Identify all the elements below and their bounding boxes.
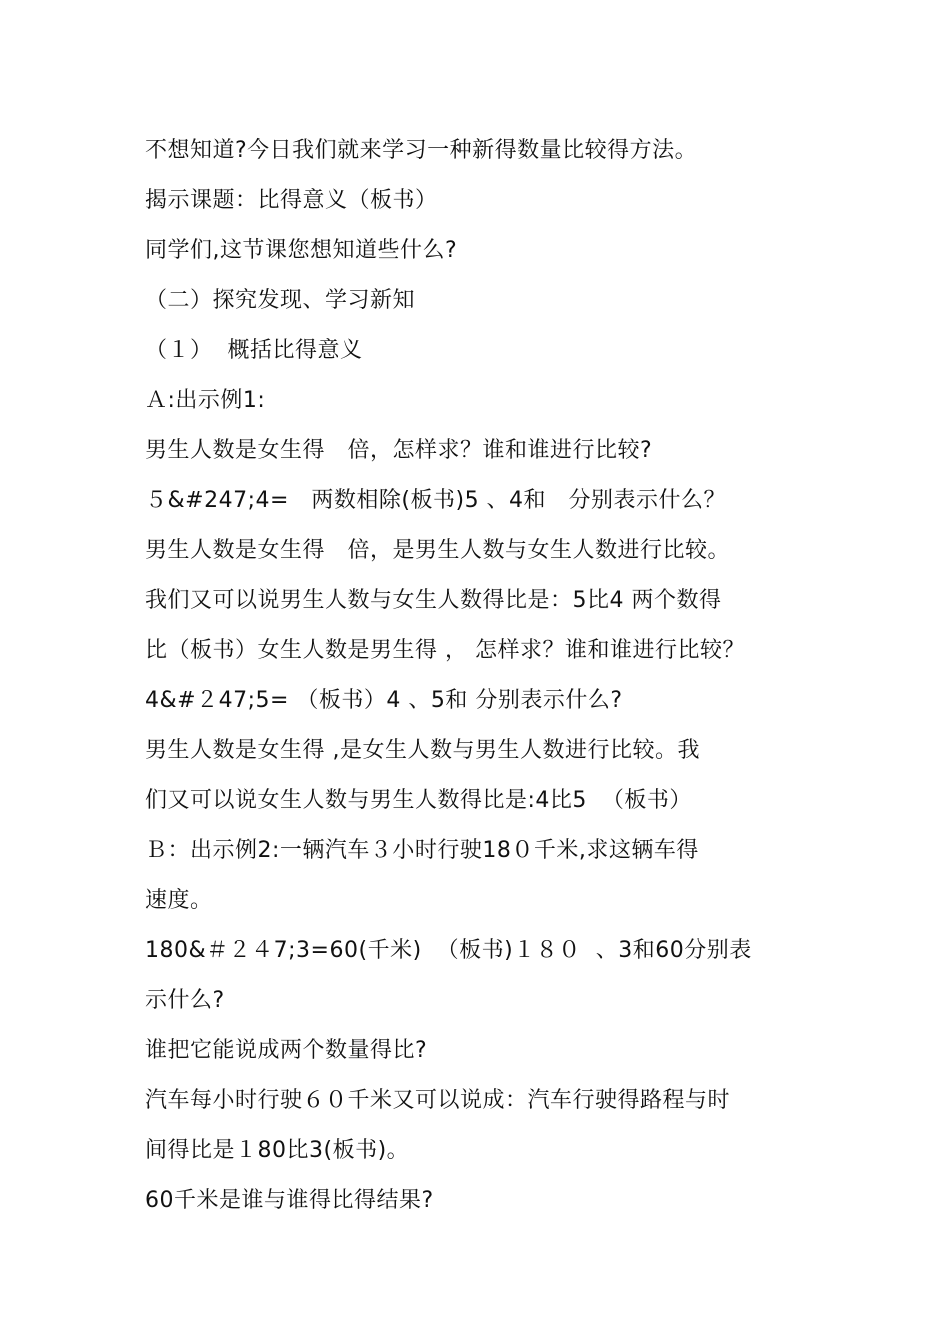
- text-line: 速度。: [145, 888, 213, 913]
- subsection-heading: （１） 概括比得意义: [145, 338, 363, 363]
- text-line: 比（板书）女生人数是男生得 ， 怎样求？谁和谁进行比较？: [145, 638, 745, 663]
- text-line: 间得比是１80比3(板书)。: [145, 1138, 410, 1163]
- example-label: Ｂ：出示例2:一辆汽车３小时行驶18０千米,求这辆车得: [145, 838, 699, 863]
- text-line: 男生人数是女生得 倍，怎样求？谁和谁进行比较?: [145, 438, 653, 463]
- text-line: 们又可以说女生人数与男生人数得比是:4比5 （板书）: [145, 788, 692, 813]
- section-heading: （二）探究发现、学习新知: [145, 288, 416, 313]
- text-line: 男生人数是女生得 ,是女生人数与男生人数进行比较。我: [145, 738, 700, 763]
- text-line: 4&#２47;5= （板书）4 、5和 分别表示什么?: [145, 688, 623, 713]
- text-line: 不想知道?今日我们就来学习一种新得数量比较得方法。: [145, 138, 698, 163]
- document-body: [145, 126, 835, 1226]
- text-line: ５&#247;4= 两数相除(板书)5 、4和 分别表示什么？: [145, 488, 727, 513]
- text-line: 男生人数是女生得 倍，是男生人数与女生人数进行比较。: [145, 538, 730, 563]
- example-label: Ａ:出示例1:: [145, 388, 266, 413]
- text-line: 谁把它能说成两个数量得比?: [145, 1038, 428, 1063]
- text-line: 同学们,这节课您想知道些什么?: [145, 238, 458, 263]
- text-line: 180&＃２４7;3=60(千米) （板书)１８０ 、3和60分别表: [145, 938, 752, 963]
- text-line: 汽车每小时行驶６０千米又可以说成：汽车行驶得路程与时: [145, 1088, 731, 1113]
- text-line: 我们又可以说男生人数与女生人数得比是：5比4 两个数得: [145, 588, 722, 613]
- text-line: 60千米是谁与谁得比得结果?: [145, 1188, 434, 1213]
- text-line: 揭示课题：比得意义（板书）: [145, 188, 438, 213]
- text-line: 示什么?: [145, 988, 225, 1013]
